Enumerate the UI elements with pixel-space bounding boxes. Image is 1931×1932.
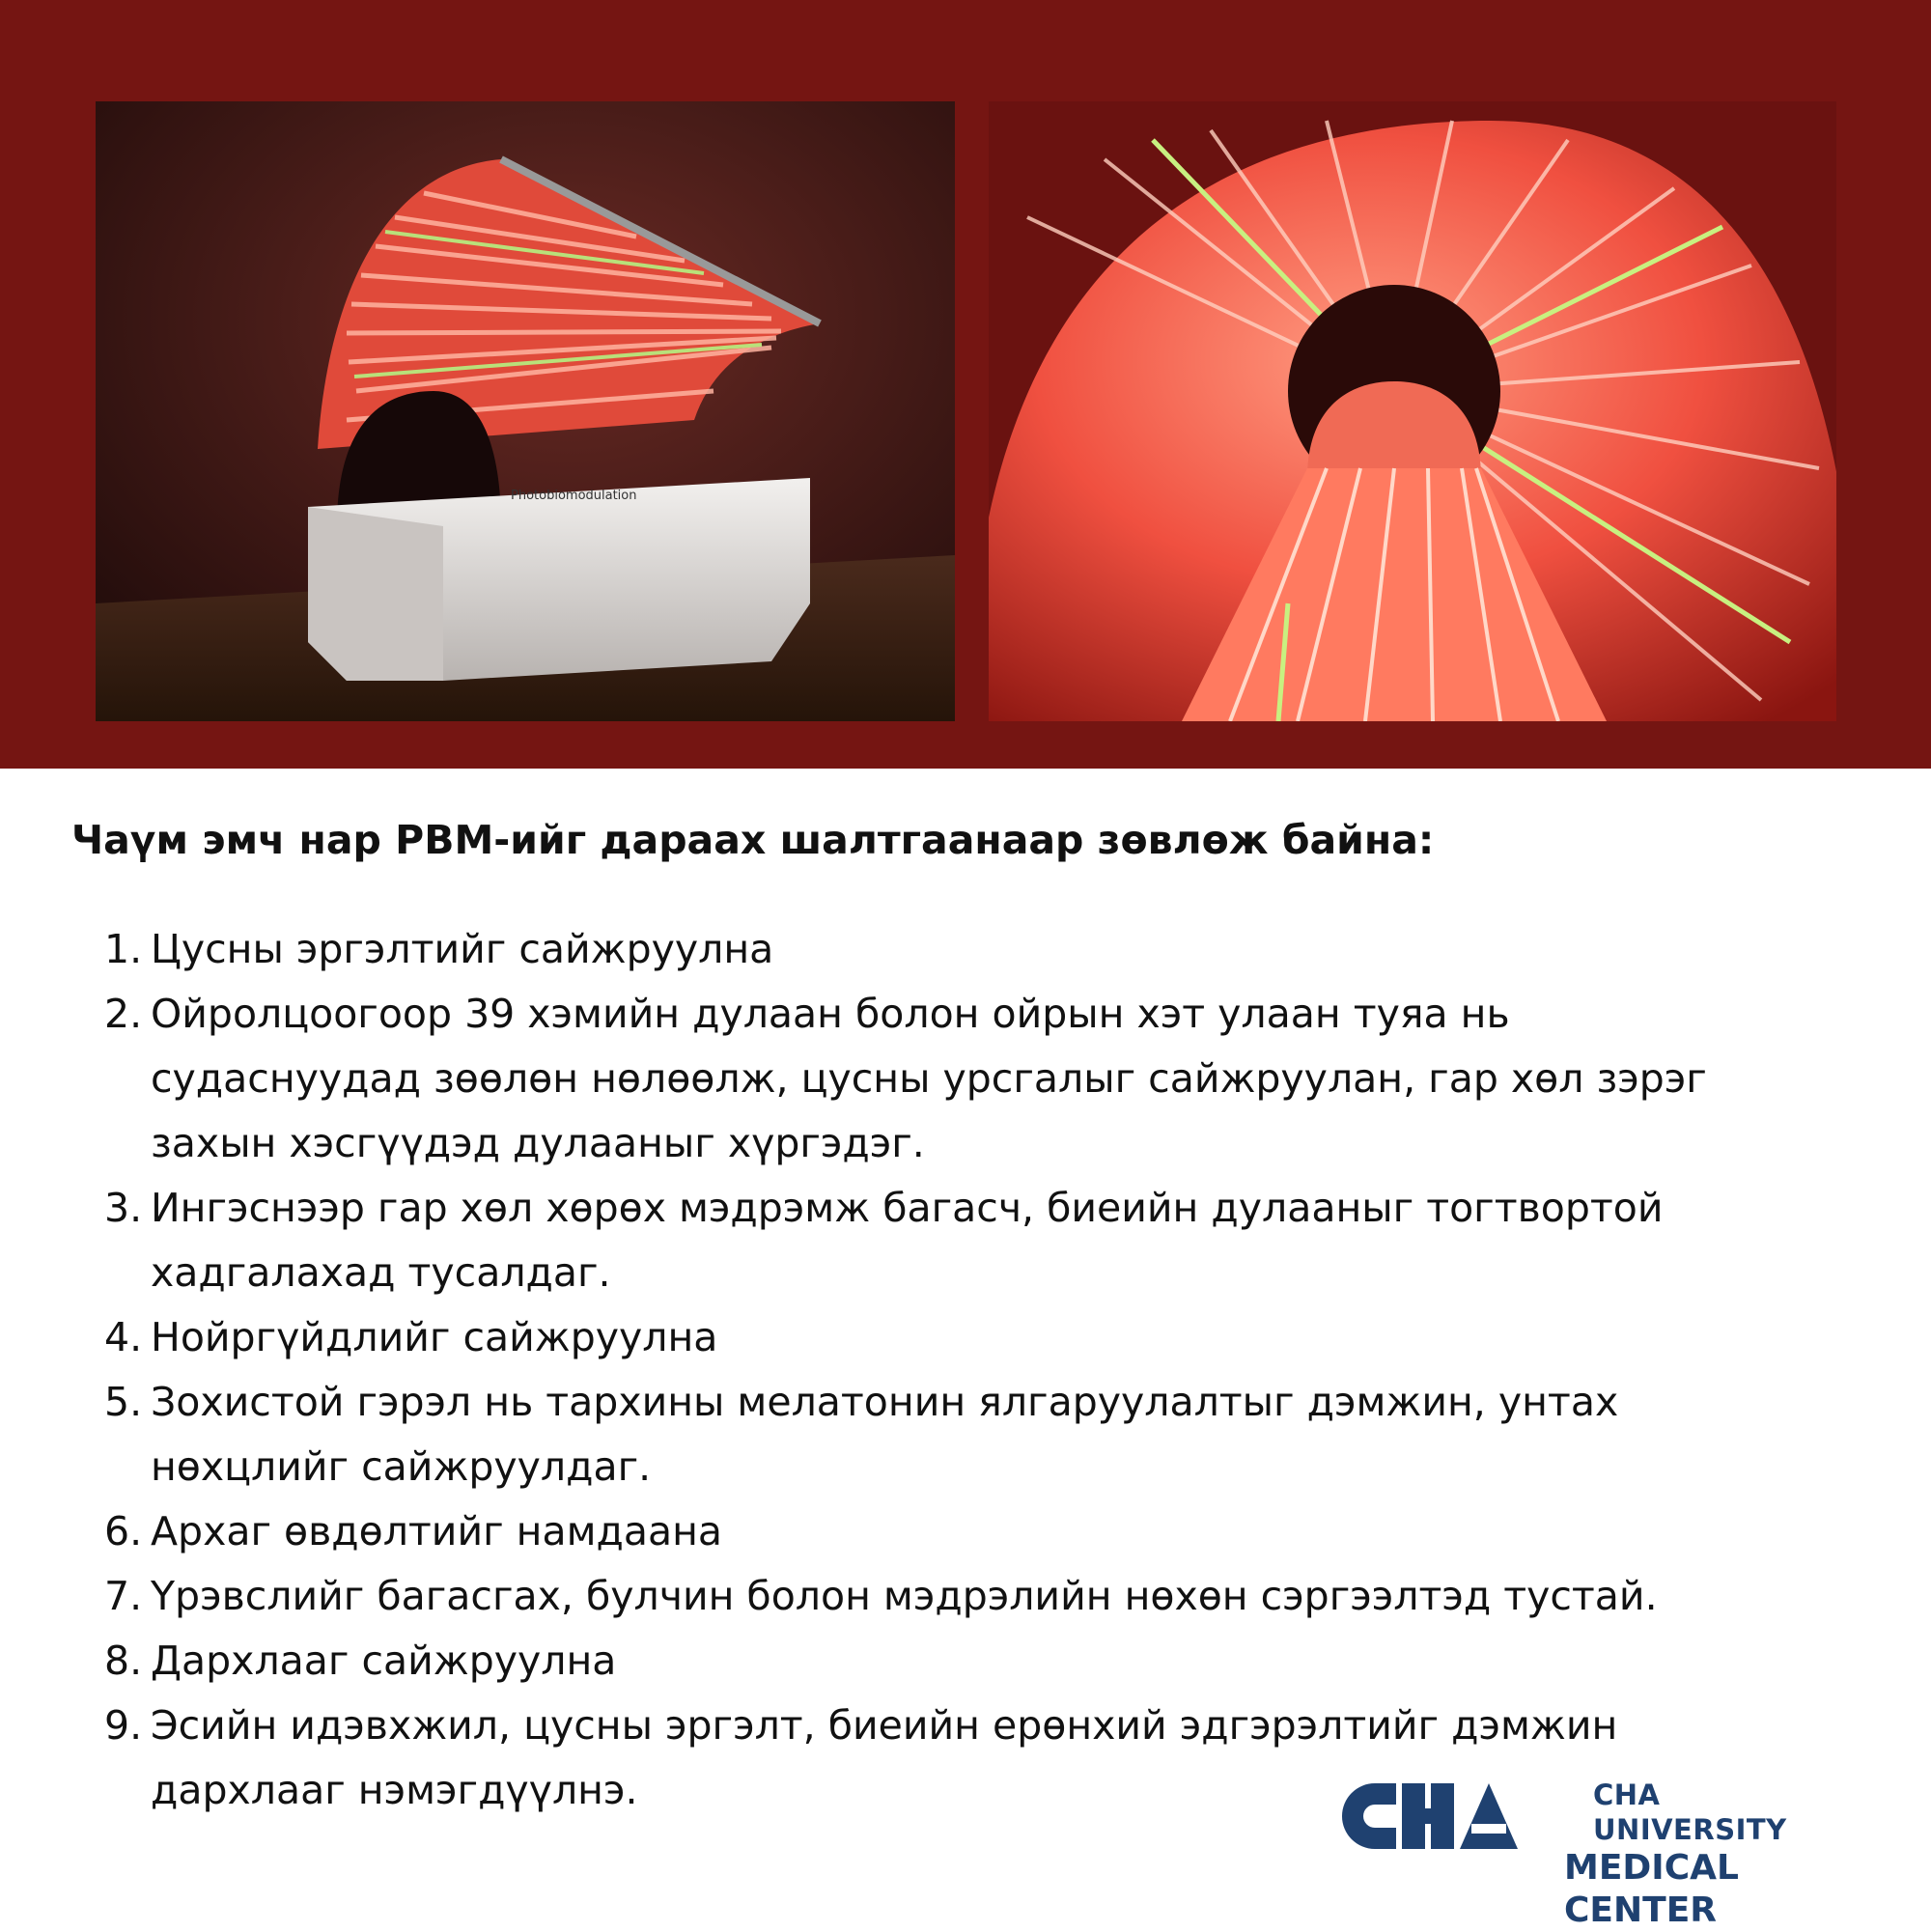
list-item-text: Зохистой гэрэл нь тархины мелатонин ялгаруулалтыг дэмжин, унтах xyxy=(151,1379,1619,1425)
cha-logo xyxy=(1336,1774,1838,1930)
list-item xyxy=(104,982,1861,1176)
list-item xyxy=(104,1629,1861,1694)
list-item-number: 2. xyxy=(104,991,143,1037)
list-item-number: 8. xyxy=(104,1638,143,1684)
list-item-continuation: дархлааг нэмэгдүүлнэ. xyxy=(151,1767,638,1813)
list-item xyxy=(104,1564,1861,1629)
list-item xyxy=(104,1176,1861,1305)
logo-line-1: CHA UNIVERSITY xyxy=(1593,1778,1787,1846)
list-item xyxy=(104,1370,1861,1499)
pbm-bed-side-photo xyxy=(96,101,955,721)
list-item-number: 6. xyxy=(104,1508,143,1554)
list-item-number: 7. xyxy=(104,1573,143,1619)
list-item-number: 3. xyxy=(104,1185,143,1231)
device-label: Photobiomodulation xyxy=(511,489,637,503)
page-heading: Чаүм эмч нар PBM-ийг дараах шалтгаанаар зөвлөж байна: xyxy=(71,817,1435,863)
cha-logo-mark-icon xyxy=(1336,1778,1520,1855)
list-item-text: Дархлааг сайжруулна xyxy=(151,1638,617,1684)
list-item-continuation: судаснуудад зөөлөн нөлөөлж, цусны урсгалыг сайжруулан, гар хөл зэрэг xyxy=(151,1055,1707,1102)
benefits-list xyxy=(104,917,1861,1823)
list-item xyxy=(104,1305,1861,1370)
list-item-continuation: хадгалахад тусалдаг. xyxy=(151,1249,611,1296)
list-item-continuation: нөхцлийг сайжруулдаг. xyxy=(151,1443,652,1490)
logo-wordmark xyxy=(1564,1778,1838,1932)
pbm-bed-inside-photo xyxy=(989,101,1836,721)
list-item-text: Ингэснээр гар хөл хөрөх мэдрэмж багасч, биеийн дулааныг тогтвортой xyxy=(151,1185,1664,1231)
list-item-text: Үрэвслийг багасгах, булчин болон мэдрэлийн нөхөн сэргээлтэд тустай. xyxy=(151,1573,1658,1619)
list-item-text: Архаг өвдөлтийг намдаана xyxy=(151,1508,723,1554)
list-item-number: 4. xyxy=(104,1314,143,1360)
list-item-continuation: захын хэсгүүдэд дулааныг хүргэдэг. xyxy=(151,1120,925,1166)
list-item-number: 1. xyxy=(104,926,143,972)
list-item xyxy=(104,917,1861,982)
list-item xyxy=(104,1499,1861,1564)
list-item-text: Цусны эргэлтийг сайжруулна xyxy=(151,926,774,972)
list-item-text: Эсийн идэвхжил, цусны эргэлт, биеийн ерөнхий эдгэрэлтийг дэмжин xyxy=(151,1702,1618,1749)
list-item-number: 5. xyxy=(104,1379,143,1425)
logo-line-2: MEDICAL CENTER xyxy=(1564,1848,1739,1930)
list-item-text: Ойролцоогоор 39 хэмийн дулаан болон ойрын хэт улаан туяа нь xyxy=(151,991,1510,1037)
list-item-text: Нойргүйдлийг сайжруулна xyxy=(151,1314,718,1360)
list-item-number: 9. xyxy=(104,1702,143,1749)
